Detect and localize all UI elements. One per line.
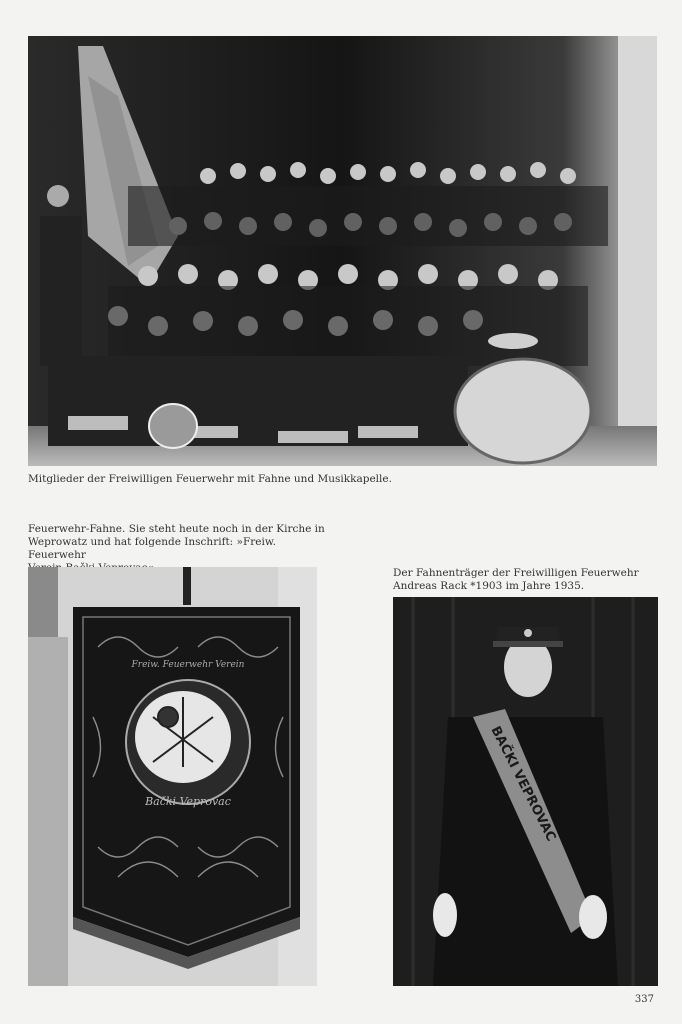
sash-text: BAČKI VEPROVAC (487, 724, 559, 844)
group-photo-caption (28, 473, 657, 486)
portrait-photo (393, 597, 658, 986)
flag-caption-line-2: Weprowatz und hat folgende Inschrift: »Freiw. Feuerwehr (28, 536, 276, 561)
banner-arc-text: Freiw. Feuerwehr Verein (131, 660, 245, 670)
group-photo-caption-text: Mitglieder der Freiwilligen Feuerwehr mit Fahne und Musikkapelle. (28, 473, 392, 485)
banner-bottom-text: Bački Veprovac (145, 795, 231, 808)
group-photo (28, 36, 657, 466)
page-number: 337 (634, 994, 654, 1005)
portrait-caption (393, 567, 658, 593)
flag-caption-line-1: Feuerwehr-Fahne. Sie steht heute noch in der Kirche in (28, 523, 325, 535)
portrait-caption-line-1: Der Fahnenträger der Freiwilligen Feuerwehr (393, 567, 639, 579)
group-photo-image (28, 36, 657, 466)
portrait-caption-line-2: Andreas Rack *1903 im Jahre 1935. (393, 580, 585, 592)
portrait-photo-image (393, 597, 658, 986)
flag-photo (28, 567, 317, 986)
flag-photo-image (28, 567, 317, 986)
